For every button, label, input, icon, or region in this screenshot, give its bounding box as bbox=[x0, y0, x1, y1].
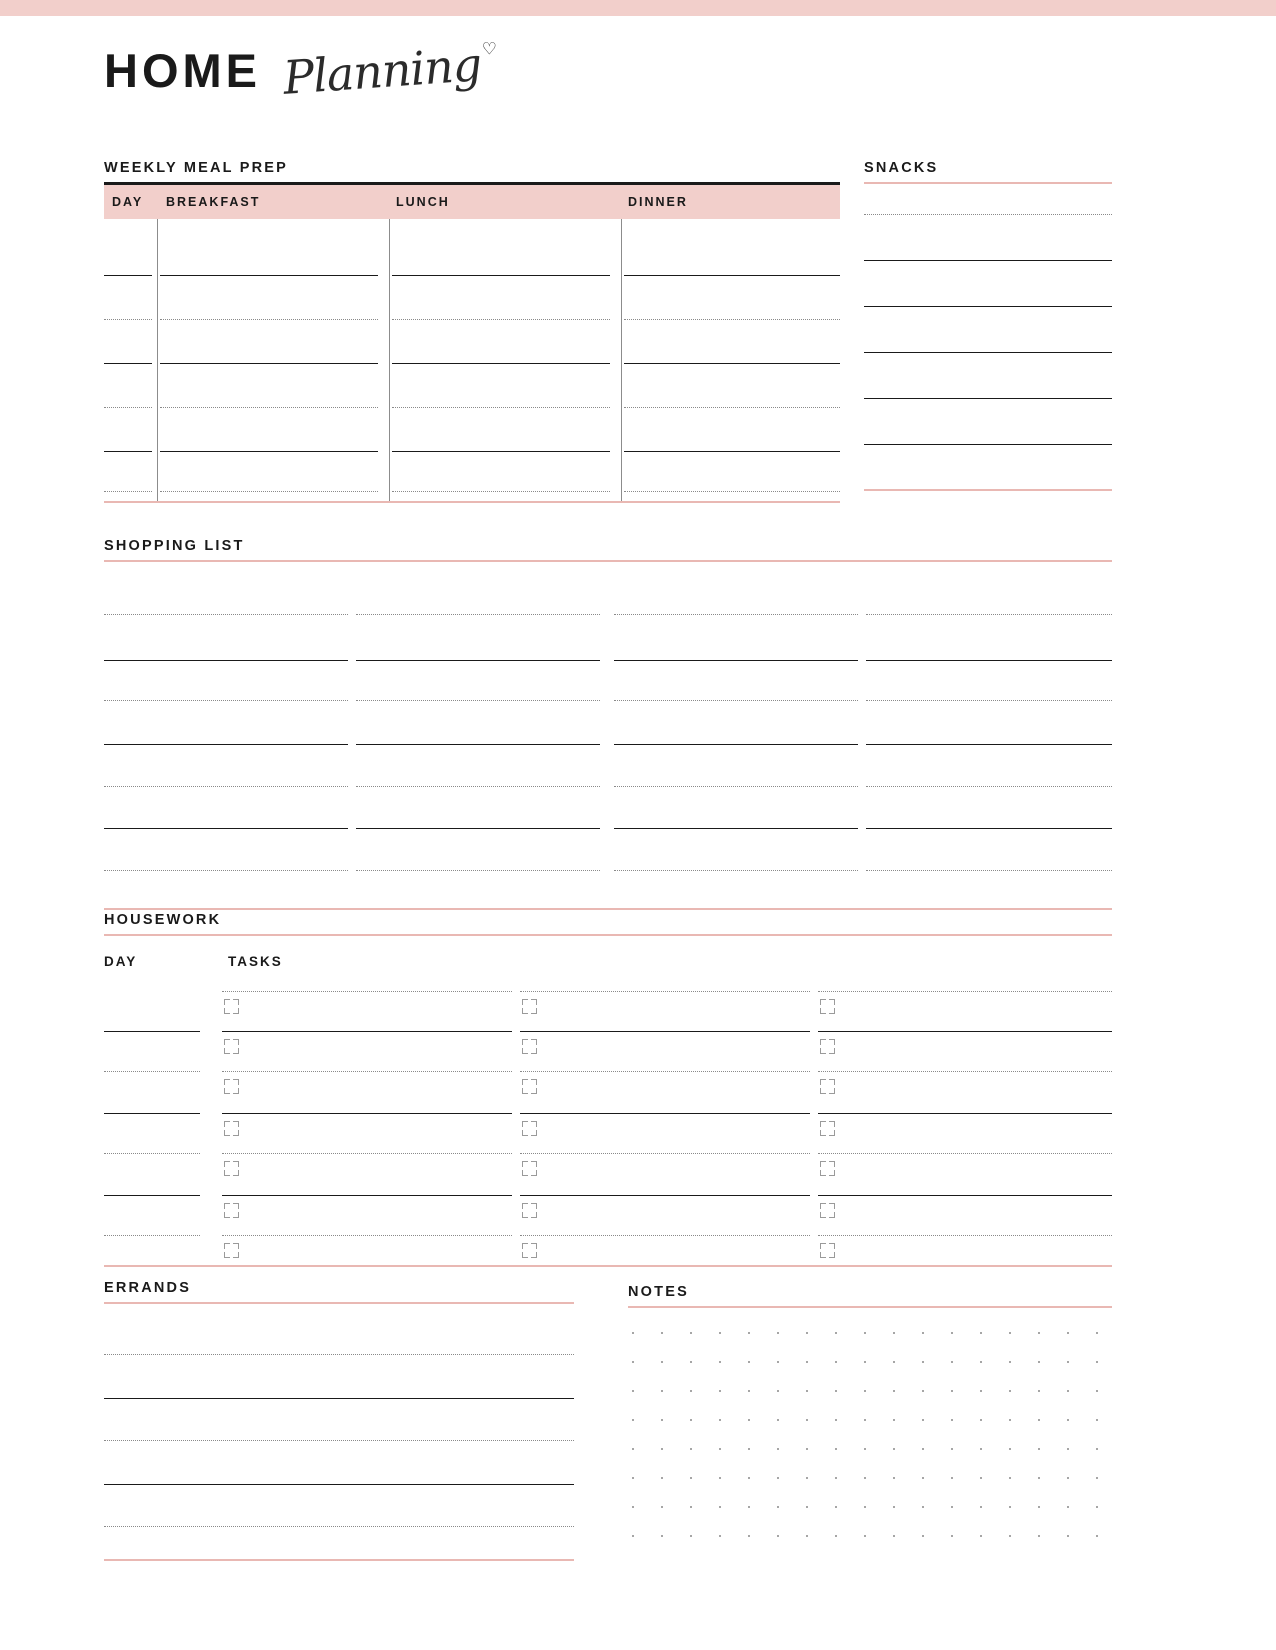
housework-task-line-dotted[interactable] bbox=[818, 991, 1112, 992]
task-checkbox[interactable] bbox=[522, 1079, 537, 1094]
notes-dot bbox=[922, 1535, 924, 1537]
meal-prep-col-dinner: DINNER bbox=[628, 194, 688, 209]
notes-dot bbox=[632, 1361, 634, 1363]
notes-dot bbox=[893, 1390, 895, 1392]
notes-dot bbox=[864, 1535, 866, 1537]
task-checkbox[interactable] bbox=[522, 1121, 537, 1136]
task-checkbox[interactable] bbox=[820, 1039, 835, 1054]
errands-line[interactable] bbox=[104, 1398, 574, 1399]
meal-prep-write-lines[interactable] bbox=[104, 219, 840, 501]
meal-prep-line-dotted[interactable] bbox=[104, 407, 152, 408]
housework-task-line[interactable] bbox=[222, 1113, 512, 1114]
notes-dot bbox=[1067, 1535, 1069, 1537]
task-checkbox[interactable] bbox=[820, 1243, 835, 1258]
meal-prep-bottom-rule bbox=[104, 501, 840, 503]
page-title: HOME bbox=[104, 44, 261, 97]
notes-dot bbox=[748, 1390, 750, 1392]
notes-dot bbox=[1096, 1419, 1098, 1421]
shopping-line-dotted[interactable] bbox=[356, 700, 600, 701]
notes-dot bbox=[1009, 1390, 1011, 1392]
shopping-line-dotted[interactable] bbox=[866, 614, 1112, 615]
notes-dot bbox=[748, 1535, 750, 1537]
notes-dot bbox=[893, 1361, 895, 1363]
notes-dot bbox=[632, 1535, 634, 1537]
notes-dot bbox=[980, 1477, 982, 1479]
notes-dot bbox=[632, 1390, 634, 1392]
shopping-line-dotted[interactable] bbox=[866, 786, 1112, 787]
housework-task-line[interactable] bbox=[222, 1031, 512, 1032]
housework-task-line[interactable] bbox=[818, 1195, 1112, 1196]
notes-dot bbox=[1038, 1419, 1040, 1421]
snacks-line[interactable] bbox=[864, 260, 1112, 261]
housework-task-line[interactable] bbox=[520, 1195, 810, 1196]
housework-task-line-dotted[interactable] bbox=[222, 1153, 512, 1154]
notes-dot bbox=[806, 1477, 808, 1479]
task-checkbox[interactable] bbox=[820, 999, 835, 1014]
notes-dot bbox=[777, 1419, 779, 1421]
shopping-line-dotted[interactable] bbox=[614, 786, 858, 787]
task-checkbox[interactable] bbox=[820, 1079, 835, 1094]
shopping-list-grid[interactable] bbox=[104, 596, 1112, 886]
housework-subheader bbox=[104, 954, 1112, 969]
notes-dot bbox=[748, 1506, 750, 1508]
snacks-section bbox=[864, 160, 1112, 491]
meal-prep-title: WEEKLY MEAL PREP bbox=[104, 160, 288, 176]
notes-dot bbox=[922, 1419, 924, 1421]
meal-prep-line-dotted[interactable] bbox=[160, 407, 378, 408]
shopping-list-section bbox=[104, 538, 1112, 910]
housework-title: HOUSEWORK bbox=[104, 912, 222, 928]
meal-prep-line[interactable] bbox=[624, 451, 840, 452]
notes-dot bbox=[806, 1535, 808, 1537]
notes-dot bbox=[632, 1332, 634, 1334]
notes-dot bbox=[806, 1390, 808, 1392]
notes-dot bbox=[777, 1477, 779, 1479]
notes-title: NOTES bbox=[628, 1284, 689, 1300]
notes-dot bbox=[922, 1477, 924, 1479]
notes-dot bbox=[690, 1506, 692, 1508]
notes-dot bbox=[806, 1332, 808, 1334]
shopping-line-dotted[interactable] bbox=[356, 870, 600, 871]
notes-dot bbox=[951, 1390, 953, 1392]
notes-dot bbox=[661, 1361, 663, 1363]
notes-dot bbox=[748, 1332, 750, 1334]
notes-dot bbox=[980, 1535, 982, 1537]
notes-dot bbox=[1096, 1477, 1098, 1479]
notes-dot bbox=[661, 1332, 663, 1334]
housework-tasks-label: TASKS bbox=[228, 954, 283, 969]
notes-dot bbox=[777, 1506, 779, 1508]
notes-dot bbox=[806, 1419, 808, 1421]
notes-dot bbox=[893, 1448, 895, 1450]
errands-divider bbox=[104, 1302, 574, 1304]
notes-dot bbox=[748, 1477, 750, 1479]
notes-dot bbox=[1038, 1390, 1040, 1392]
task-checkbox[interactable] bbox=[224, 999, 239, 1014]
notes-dot bbox=[1096, 1390, 1098, 1392]
notes-dot bbox=[1067, 1477, 1069, 1479]
shopping-line[interactable] bbox=[104, 744, 348, 745]
notes-dot bbox=[748, 1419, 750, 1421]
housework-bottom-rule bbox=[104, 1265, 1112, 1267]
notes-dot bbox=[1009, 1419, 1011, 1421]
task-checkbox[interactable] bbox=[820, 1161, 835, 1176]
notes-dot bbox=[951, 1448, 953, 1450]
notes-divider bbox=[628, 1306, 1112, 1308]
meal-prep-line-dotted[interactable] bbox=[104, 319, 152, 320]
notes-dot bbox=[777, 1332, 779, 1334]
task-checkbox[interactable] bbox=[224, 1161, 239, 1176]
notes-dot bbox=[980, 1419, 982, 1421]
meal-prep-line-dotted[interactable] bbox=[624, 407, 840, 408]
housework-task-line-dotted[interactable] bbox=[818, 1071, 1112, 1072]
housework-day-line[interactable] bbox=[104, 1195, 200, 1196]
notes-dot bbox=[893, 1419, 895, 1421]
notes-dot bbox=[835, 1477, 837, 1479]
notes-dot bbox=[690, 1390, 692, 1392]
meal-prep-line[interactable] bbox=[160, 451, 378, 452]
notes-dot bbox=[661, 1535, 663, 1537]
page-header bbox=[104, 0, 1112, 144]
notes-dot bbox=[777, 1535, 779, 1537]
notes-dot bbox=[777, 1390, 779, 1392]
notes-dot bbox=[1096, 1332, 1098, 1334]
housework-task-line-dotted[interactable] bbox=[818, 1153, 1112, 1154]
notes-dot bbox=[632, 1477, 634, 1479]
meal-prep-line-dotted[interactable] bbox=[392, 319, 610, 320]
notes-dot bbox=[1067, 1419, 1069, 1421]
notes-dot bbox=[690, 1477, 692, 1479]
notes-dot bbox=[864, 1506, 866, 1508]
notes-dot bbox=[806, 1361, 808, 1363]
notes-dot bbox=[951, 1535, 953, 1537]
snacks-line-dotted[interactable] bbox=[864, 214, 1112, 215]
shopping-line[interactable] bbox=[104, 660, 348, 661]
shopping-line-dotted[interactable] bbox=[104, 870, 348, 871]
notes-dot bbox=[1038, 1332, 1040, 1334]
shopping-line[interactable] bbox=[866, 660, 1112, 661]
notes-dot bbox=[1009, 1361, 1011, 1363]
snacks-divider bbox=[864, 182, 1112, 184]
notes-dot bbox=[835, 1332, 837, 1334]
meal-prep-line[interactable] bbox=[624, 275, 840, 276]
task-checkbox[interactable] bbox=[820, 1203, 835, 1218]
snacks-line[interactable] bbox=[864, 352, 1112, 353]
shopping-line-dotted[interactable] bbox=[866, 700, 1112, 701]
meal-prep-line-dotted[interactable] bbox=[392, 491, 610, 492]
notes-dot bbox=[835, 1448, 837, 1450]
shopping-line-dotted[interactable] bbox=[104, 786, 348, 787]
task-checkbox[interactable] bbox=[224, 1243, 239, 1258]
housework-task-line-dotted[interactable] bbox=[222, 991, 512, 992]
notes-dot bbox=[893, 1332, 895, 1334]
notes-dot bbox=[690, 1361, 692, 1363]
task-checkbox[interactable] bbox=[224, 1203, 239, 1218]
notes-dot bbox=[748, 1361, 750, 1363]
meal-prep-line-dotted[interactable] bbox=[392, 407, 610, 408]
notes-dot bbox=[719, 1419, 721, 1421]
errands-line[interactable] bbox=[104, 1484, 574, 1485]
notes-dot bbox=[632, 1448, 634, 1450]
housework-day-line-dotted[interactable] bbox=[104, 1235, 200, 1236]
errands-line-dotted[interactable] bbox=[104, 1526, 574, 1527]
notes-dot bbox=[835, 1535, 837, 1537]
meal-prep-line[interactable] bbox=[160, 363, 378, 364]
notes-dot bbox=[719, 1448, 721, 1450]
shopping-line-dotted[interactable] bbox=[614, 870, 858, 871]
housework-task-line-dotted[interactable] bbox=[520, 991, 810, 992]
errands-body[interactable] bbox=[104, 1326, 574, 1551]
notes-dot bbox=[1038, 1477, 1040, 1479]
notes-dot bbox=[1009, 1535, 1011, 1537]
shopping-line[interactable] bbox=[356, 744, 600, 745]
housework-task-line[interactable] bbox=[222, 1195, 512, 1196]
notes-dot bbox=[893, 1477, 895, 1479]
page-title-script-text: Planning bbox=[281, 37, 483, 105]
errands-section bbox=[104, 1280, 574, 1561]
meal-prep-col-day: DAY bbox=[112, 194, 144, 209]
task-checkbox[interactable] bbox=[224, 1039, 239, 1054]
housework-task-line[interactable] bbox=[520, 1031, 810, 1032]
errands-line-dotted[interactable] bbox=[104, 1354, 574, 1355]
notes-dot bbox=[1009, 1477, 1011, 1479]
page-content bbox=[104, 0, 1112, 1300]
notes-dot bbox=[864, 1419, 866, 1421]
notes-dot bbox=[690, 1332, 692, 1334]
shopping-line[interactable] bbox=[356, 828, 600, 829]
notes-dot bbox=[893, 1535, 895, 1537]
shopping-line[interactable] bbox=[104, 828, 348, 829]
notes-dot bbox=[1067, 1332, 1069, 1334]
meal-prep-line[interactable] bbox=[392, 275, 610, 276]
housework-body[interactable] bbox=[104, 973, 1112, 1255]
shopping-line-dotted[interactable] bbox=[356, 614, 600, 615]
meal-prep-col-breakfast: BREAKFAST bbox=[166, 194, 261, 209]
notes-dot bbox=[1096, 1361, 1098, 1363]
task-checkbox[interactable] bbox=[522, 1243, 537, 1258]
notes-dot bbox=[864, 1477, 866, 1479]
snacks-line[interactable] bbox=[864, 306, 1112, 307]
notes-dot bbox=[719, 1477, 721, 1479]
task-checkbox[interactable] bbox=[224, 1121, 239, 1136]
shopping-line[interactable] bbox=[866, 828, 1112, 829]
notes-dot bbox=[1009, 1506, 1011, 1508]
meal-prep-line[interactable] bbox=[392, 363, 610, 364]
notes-dot bbox=[922, 1506, 924, 1508]
notes-dot bbox=[951, 1506, 953, 1508]
page-title-script bbox=[281, 37, 496, 105]
meal-prep-line[interactable] bbox=[392, 451, 610, 452]
notes-dot bbox=[719, 1361, 721, 1363]
notes-dot bbox=[661, 1419, 663, 1421]
shopping-line[interactable] bbox=[614, 660, 858, 661]
errands-bottom-rule bbox=[104, 1559, 574, 1561]
notes-dot bbox=[951, 1419, 953, 1421]
notes-dot bbox=[922, 1361, 924, 1363]
notes-dot bbox=[661, 1390, 663, 1392]
notes-dot bbox=[1009, 1332, 1011, 1334]
meal-prep-line-dotted[interactable] bbox=[104, 491, 152, 492]
shopping-line-dotted[interactable] bbox=[104, 700, 348, 701]
notes-dot bbox=[1009, 1448, 1011, 1450]
notes-dot bbox=[1096, 1506, 1098, 1508]
meal-prep-line[interactable] bbox=[160, 275, 378, 276]
housework-day-line-dotted[interactable] bbox=[104, 1153, 200, 1154]
shopping-line[interactable] bbox=[614, 744, 858, 745]
shopping-line-dotted[interactable] bbox=[104, 614, 348, 615]
notes-dot bbox=[951, 1477, 953, 1479]
notes-dot bbox=[922, 1448, 924, 1450]
housework-task-line[interactable] bbox=[818, 1031, 1112, 1032]
notes-dot bbox=[980, 1332, 982, 1334]
notes-dot bbox=[632, 1506, 634, 1508]
housework-day-line-dotted[interactable] bbox=[104, 1071, 200, 1072]
notes-dot bbox=[864, 1332, 866, 1334]
housework-task-line-dotted[interactable] bbox=[818, 1235, 1112, 1236]
notes-dot bbox=[1096, 1448, 1098, 1450]
housework-task-line-dotted[interactable] bbox=[520, 1153, 810, 1154]
notes-dot-grid[interactable] bbox=[628, 1326, 1112, 1551]
snacks-line[interactable] bbox=[864, 444, 1112, 445]
notes-dot bbox=[719, 1506, 721, 1508]
shopping-line[interactable] bbox=[356, 660, 600, 661]
notes-dot bbox=[661, 1477, 663, 1479]
notes-dot bbox=[835, 1506, 837, 1508]
notes-dot bbox=[661, 1506, 663, 1508]
notes-dot bbox=[632, 1419, 634, 1421]
housework-day-line[interactable] bbox=[104, 1031, 200, 1032]
notes-dot bbox=[690, 1535, 692, 1537]
task-checkbox[interactable] bbox=[522, 1203, 537, 1218]
notes-dot bbox=[777, 1361, 779, 1363]
notes-dot bbox=[951, 1332, 953, 1334]
notes-dot bbox=[980, 1390, 982, 1392]
housework-task-line[interactable] bbox=[520, 1113, 810, 1114]
notes-dot bbox=[806, 1448, 808, 1450]
notes-dot bbox=[864, 1361, 866, 1363]
notes-dot bbox=[719, 1390, 721, 1392]
heart-icon: ♡ bbox=[481, 39, 496, 60]
notes-dot bbox=[748, 1448, 750, 1450]
housework-task-line[interactable] bbox=[818, 1113, 1112, 1114]
notes-dot bbox=[1067, 1448, 1069, 1450]
task-checkbox[interactable] bbox=[522, 1039, 537, 1054]
housework-divider bbox=[104, 934, 1112, 936]
meal-prep-section bbox=[104, 160, 840, 503]
errands-line-dotted[interactable] bbox=[104, 1440, 574, 1441]
notes-dot bbox=[951, 1361, 953, 1363]
shopping-line-dotted[interactable] bbox=[866, 870, 1112, 871]
notes-dot bbox=[835, 1361, 837, 1363]
notes-dot bbox=[1067, 1506, 1069, 1508]
notes-dot bbox=[1038, 1361, 1040, 1363]
notes-dot bbox=[719, 1535, 721, 1537]
notes-dot bbox=[980, 1448, 982, 1450]
notes-dot bbox=[719, 1332, 721, 1334]
meal-prep-line[interactable] bbox=[104, 363, 152, 364]
housework-task-line-dotted[interactable] bbox=[520, 1071, 810, 1072]
task-checkbox[interactable] bbox=[522, 999, 537, 1014]
shopping-line-dotted[interactable] bbox=[614, 700, 858, 701]
snacks-title: SNACKS bbox=[864, 160, 939, 176]
notes-dot bbox=[835, 1390, 837, 1392]
meal-prep-body bbox=[104, 219, 840, 501]
meal-prep-line-dotted[interactable] bbox=[160, 491, 378, 492]
meal-prep-line[interactable] bbox=[104, 451, 152, 452]
task-checkbox[interactable] bbox=[820, 1121, 835, 1136]
notes-dot bbox=[1038, 1535, 1040, 1537]
housework-day-line[interactable] bbox=[104, 1113, 200, 1114]
notes-dot bbox=[922, 1390, 924, 1392]
shopping-list-title: SHOPPING LIST bbox=[104, 538, 245, 554]
housework-day-label: DAY bbox=[104, 954, 138, 969]
notes-dot bbox=[835, 1419, 837, 1421]
task-checkbox[interactable] bbox=[224, 1079, 239, 1094]
notes-dot bbox=[690, 1448, 692, 1450]
notes-section bbox=[628, 1284, 1112, 1551]
snacks-line[interactable] bbox=[864, 398, 1112, 399]
notes-dot bbox=[661, 1448, 663, 1450]
notes-dot bbox=[1067, 1390, 1069, 1392]
meal-prep-line[interactable] bbox=[624, 363, 840, 364]
notes-dot bbox=[1067, 1361, 1069, 1363]
notes-dot bbox=[980, 1361, 982, 1363]
meal-prep-line-dotted[interactable] bbox=[624, 319, 840, 320]
shopping-list-divider bbox=[104, 560, 1112, 562]
notes-dot bbox=[980, 1506, 982, 1508]
housework-section bbox=[104, 912, 1112, 1267]
housework-task-line-dotted[interactable] bbox=[222, 1235, 512, 1236]
notes-dot bbox=[1038, 1448, 1040, 1450]
notes-dot bbox=[777, 1448, 779, 1450]
snacks-bottom-rule bbox=[864, 489, 1112, 491]
snacks-write-lines[interactable] bbox=[864, 214, 1112, 445]
meal-prep-line-dotted[interactable] bbox=[160, 319, 378, 320]
shopping-line-dotted[interactable] bbox=[356, 786, 600, 787]
errands-title: ERRANDS bbox=[104, 1280, 192, 1296]
notes-dot bbox=[690, 1419, 692, 1421]
notes-dot bbox=[864, 1390, 866, 1392]
meal-prep-col-lunch: LUNCH bbox=[396, 194, 450, 209]
meal-prep-line[interactable] bbox=[104, 275, 152, 276]
shopping-line[interactable] bbox=[614, 828, 858, 829]
notes-dot bbox=[922, 1332, 924, 1334]
housework-task-line-dotted[interactable] bbox=[222, 1071, 512, 1072]
notes-dot bbox=[1038, 1506, 1040, 1508]
task-checkbox[interactable] bbox=[522, 1161, 537, 1176]
shopping-list-bottom-rule bbox=[104, 908, 1112, 910]
meal-prep-line-dotted[interactable] bbox=[624, 491, 840, 492]
shopping-line-dotted[interactable] bbox=[614, 614, 858, 615]
meal-prep-header-row bbox=[104, 185, 840, 219]
housework-task-line-dotted[interactable] bbox=[520, 1235, 810, 1236]
notes-dot bbox=[1096, 1535, 1098, 1537]
notes-dot bbox=[893, 1506, 895, 1508]
notes-dot bbox=[806, 1506, 808, 1508]
shopping-line[interactable] bbox=[866, 744, 1112, 745]
notes-dot bbox=[864, 1448, 866, 1450]
